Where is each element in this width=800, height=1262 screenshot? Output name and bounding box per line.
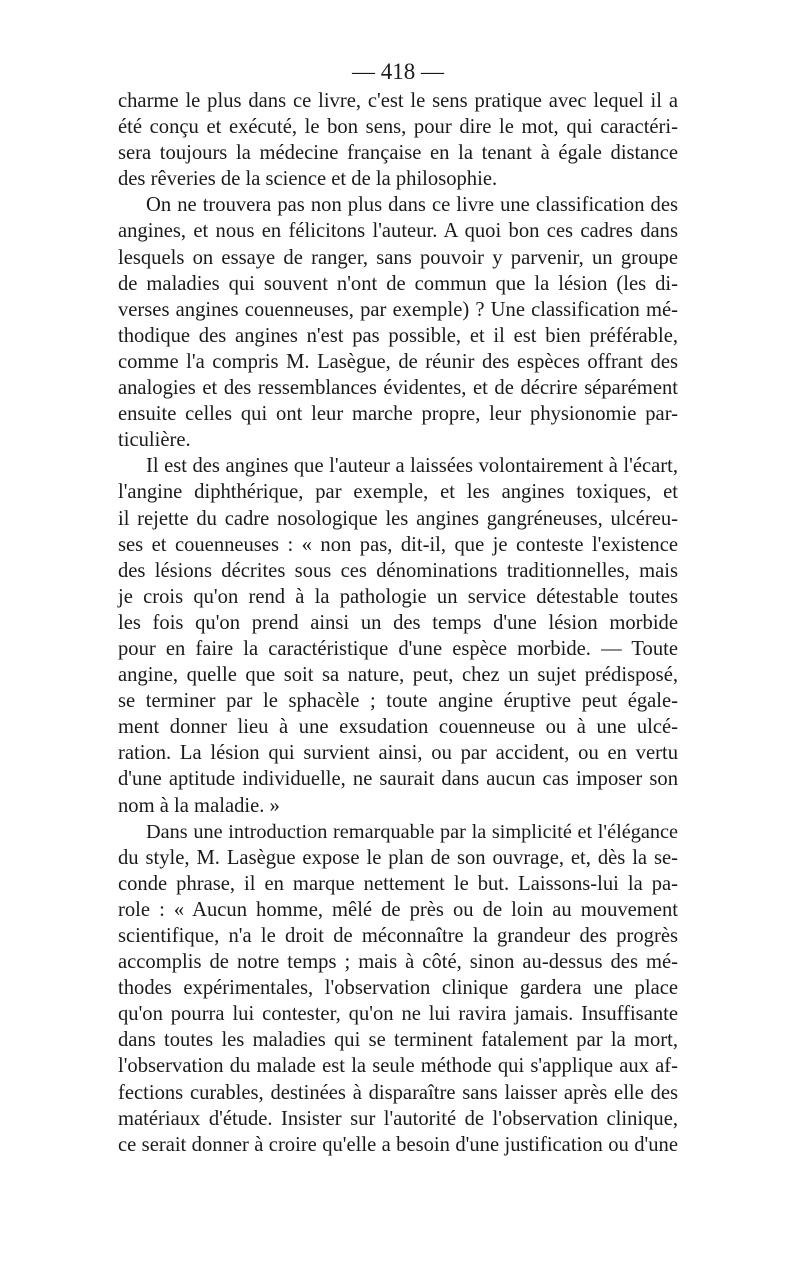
text-line: des rêveries de la science et de la philosophie. — [118, 168, 498, 191]
text-line: thodique des angines n'est pas possible, et il est bien préférable, — [118, 324, 678, 347]
text-line: pour en faire la caractéristique d'une espèce morbide. — Toute — [118, 637, 678, 660]
text-line: ensuite celles qui ont leur marche propre, leur physionomie par- — [118, 403, 678, 426]
text-line: role : « Aucun homme, mêlé de près ou de loin au mouvement — [118, 898, 678, 921]
text-line: charme le plus dans ce livre, c'est le sens pratique avec lequel il a — [118, 90, 678, 112]
text-line: l'angine diphthérique, par exemple, et les angines toxiques, et — [118, 481, 678, 504]
text-line: conde phrase, il en marque nettement le but. Laissons-lui la pa- — [118, 872, 678, 895]
text-line: ses et couenneuses : « non pas, dit-il, que je conteste l'existence — [118, 533, 678, 556]
text-line: Dans une introduction remarquable par la simplicité et l'élégance — [146, 820, 678, 843]
text-line: On ne trouvera pas non plus dans ce livre une classification des — [146, 194, 678, 217]
text-line: analogies et des ressemblances évidentes, et de décrire séparément — [118, 377, 678, 400]
text-line: ticulière. — [118, 429, 191, 452]
text-line: se terminer par le sphacèle ; toute angine éruptive peut égale- — [118, 690, 678, 713]
text-line: scientifique, n'a le droit de méconnaître la grandeur des progrès — [118, 925, 678, 947]
text-line: thodes expérimentales, l'observation clinique gardera une place — [118, 977, 678, 1000]
text-line: ment donner lieu à une exsudation couenneuse ou à une ulcé- — [118, 716, 678, 739]
text-line: l'observation du malade est la seule méthode qui s'applique aux af- — [118, 1055, 678, 1078]
text-line: qu'on pourra lui contester, qu'on ne lui ravira jamais. Insuffisante — [118, 1003, 678, 1026]
text-line: angine, quelle que soit sa nature, peut, chez un sujet prédisposé, — [118, 664, 678, 687]
text-line: angines, et nous en félicitons l'auteur. A quoi bon ces cadres dans — [118, 220, 678, 243]
text-line: des lésions décrites sous ces dénominations traditionnelles, mais — [118, 559, 678, 582]
text-line: d'une aptitude individuelle, ne saurait dans aucun cas imposer son — [118, 768, 678, 791]
text-line: verses angines couenneuses, par exemple) ? Une classification mé- — [118, 298, 678, 321]
text-line: été conçu et exécuté, le bon sens, pour dire le mot, qui caractéri- — [118, 116, 678, 139]
book-page — [118, 56, 678, 1158]
paragraph — [118, 88, 678, 192]
text-line: il rejette du cadre nosologique les angines gangréneuses, ulcéreu- — [118, 507, 678, 530]
page-number: — 418 — — [352, 59, 444, 84]
text-line: accomplis de notre temps ; mais à côté, sinon au-dessus des mé- — [118, 951, 678, 974]
text-line: les fois qu'on prend ainsi un des temps d'une lésion morbide — [118, 611, 678, 634]
text-line: Il est des angines que l'auteur a laissées volontairement à l'écart, — [146, 455, 678, 478]
text-line: du style, M. Lasègue expose le plan de son ouvrage, et, dès la se- — [118, 846, 678, 869]
text-line: sera toujours la médecine française en la tenant à égale distance — [118, 142, 678, 165]
paragraph — [118, 819, 678, 1158]
text-line: je crois qu'on rend à la pathologie un service détestable toutes — [118, 585, 678, 608]
text-line: ce serait donner à croire qu'elle a besoin d'une justification ou d'une — [118, 1133, 678, 1156]
text-line: lesquels on essaye de ranger, sans pouvoir y parvenir, un groupe — [118, 246, 678, 269]
paragraph — [118, 453, 678, 818]
text-line: comme l'a compris M. Lasègue, de réunir des espèces offrant des — [118, 350, 678, 373]
paragraph — [118, 192, 678, 453]
text-line: dans toutes les maladies qui se terminent fatalement par la mort, — [118, 1029, 678, 1052]
text-line: ration. La lésion qui survient ainsi, ou par accident, ou en vertu — [118, 742, 678, 765]
text-line: de maladies qui souvent n'ont de commun que la lésion (les di- — [118, 272, 678, 295]
text-line: nom à la maladie. » — [118, 794, 280, 817]
text-line: matériaux d'étude. Insister sur l'autorité de l'observation clinique, — [118, 1107, 678, 1130]
text-line: fections curables, destinées à disparaître sans laisser après elle des — [118, 1081, 678, 1104]
